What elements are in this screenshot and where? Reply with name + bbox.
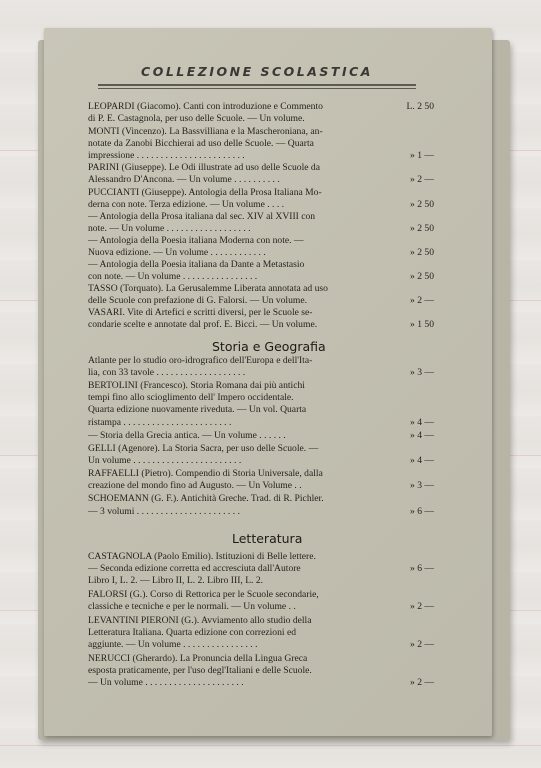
catalog-line-text: PARINI (Giuseppe). Le Odi illustrate ad uso delle Scuole da: [88, 162, 320, 173]
catalog-line: [88, 187, 434, 198]
catalog-line-text: classiche e tecniche e per le normali. — Un volume . .: [88, 601, 296, 612]
catalog-line: [88, 174, 434, 185]
catalog-line: [88, 443, 434, 454]
catalog-line: [88, 283, 434, 294]
catalog-line: [88, 295, 434, 306]
catalog-line-text: impressione . . . . . . . . . . . . . . . . . . . . . . .: [88, 150, 245, 161]
catalog-line-price: » 3 —: [410, 480, 434, 491]
catalog-line: [88, 199, 434, 210]
catalog-line: [88, 162, 434, 173]
catalog-line: [88, 551, 434, 562]
catalog-line-text: esposta praticamente, per l'uso degl'Italiani e delle Scuole.: [88, 665, 312, 676]
catalog-line-text: RAFFAELLI (Pietro). Compendio di Storia Universale, dalla: [88, 468, 323, 479]
catalog-line-price: » 1 —: [410, 150, 434, 161]
catalog-line-text: TASSO (Torquato). La Gerusalemme Liberata annotata ad uso: [88, 283, 328, 294]
catalog-line-text: GELLI (Agenore). La Storia Sacra, per uso delle Scuole. —: [88, 443, 319, 454]
header-rule: [98, 84, 416, 86]
catalog-line: [88, 639, 434, 650]
catalog-line: [88, 150, 434, 161]
catalog-line: [88, 138, 434, 149]
catalog-line-text: LEOPARDI (Giacomo). Canti con introduzione e Commento: [88, 101, 323, 112]
catalog-line-text: VASARI. Vite di Artefici e scritti diversi, per le Scuole se-: [88, 307, 313, 318]
catalog-line: [88, 430, 434, 441]
catalog-line-text: Nuova edizione. — Un volume . . . . . . . . . . . .: [88, 247, 266, 258]
catalog-line-text: — 3 volumi . . . . . . . . . . . . . . . . . . . . . .: [88, 506, 240, 517]
catalog-line-text: MONTI (Vincenzo). La Bassvilliana e la Mascheroniana, an-: [88, 126, 323, 137]
catalog-line: [88, 247, 434, 258]
catalog-line-price: L. 2 50: [406, 101, 434, 112]
catalog-line: [88, 627, 434, 638]
catalog-line: [88, 665, 434, 676]
series-title: COLLEZIONE SCOLASTICA: [141, 64, 373, 79]
catalog-line-text: — Storia della Grecia antica. — Un volume . . . . . .: [88, 430, 286, 441]
catalog-line-text: con note. — Un volume . . . . . . . . . . . . . . . .: [88, 271, 258, 282]
catalog-line-text: BERTOLINI (Francesco). Storia Romana dai più antichi: [88, 380, 305, 391]
catalog-line-price: » 2 50: [410, 223, 434, 234]
catalog-line-price: » 6 —: [410, 563, 434, 574]
catalog-line-text: creazione del mondo fino ad Augusto. — Un Volume . .: [88, 480, 302, 491]
catalog-line-price: » 1 50: [410, 319, 434, 330]
catalog-line: [88, 355, 434, 366]
catalog-line-text: derna con note. Terza edizione. — Un volume . . . .: [88, 199, 285, 210]
catalog-line-price: » 4 —: [410, 430, 434, 441]
catalog-line-price: » 4 —: [410, 417, 434, 428]
catalog-line: [88, 601, 434, 612]
catalog-line: [88, 211, 434, 222]
catalog-line-text: NERUCCI (Gherardo). La Pronuncia della Lingua Greca: [88, 653, 308, 664]
catalog-line-price: » 2 50: [410, 199, 434, 210]
catalog-line-text: — Antologia della Poesia italiana da Dante a Metastasio: [88, 259, 305, 270]
catalog-line-text: — Un volume . . . . . . . . . . . . . . . . . . . . .: [88, 677, 244, 688]
catalog-line-price: » 2 —: [410, 639, 434, 650]
catalog-line-text: Alessandro D'Ancona. — Un volume . . . . . . . . . .: [88, 174, 280, 185]
catalog-line: [88, 615, 434, 626]
catalog-line-text: — Antologia della Prosa italiana dal sec. XIV al XVIII con: [88, 211, 316, 222]
header-rule-thin: [98, 88, 416, 89]
catalog-line-text: Libro I, L. 2. — Libro II, L. 2. Libro III, L. 2.: [88, 575, 264, 586]
catalog-line: [88, 235, 434, 246]
catalog-line-text: CASTAGNOLA (Paolo Emilio). Istituzioni di Belle lettere.: [88, 551, 316, 562]
catalog-line-text: Quarta edizione nuovamente riveduta. — Un vol. Quarta: [88, 404, 307, 415]
catalog-line-text: LEVANTINI PIERONI (G.). Avviamento allo studio della: [88, 615, 312, 626]
catalog-line: [88, 392, 434, 403]
catalog-line-text: — Seconda edizione corretta ed accresciuta dall'Autore: [88, 563, 301, 574]
catalog-line: [88, 367, 434, 378]
catalog-line: [88, 417, 434, 428]
catalog-line: [88, 101, 434, 112]
catalog-line: [88, 380, 434, 391]
catalog-line-text: Un volume . . . . . . . . . . . . . . . . . . . . . . .: [88, 455, 242, 466]
catalog-line-price: » 3 —: [410, 367, 434, 378]
catalog-line-text: aggiunte. — Un volume . . . . . . . . . . . . . . . .: [88, 639, 258, 650]
catalog-line-text: note. — Un volume . . . . . . . . . . . . . . . . . .: [88, 223, 251, 234]
catalog-line-price: » 2 —: [410, 174, 434, 185]
catalog-line-text: condarie scelte e annotate dal prof. E. Bicci. — Un volume.: [88, 319, 318, 330]
catalog-line-text: PUCCIANTI (Giuseppe). Antologia della Prosa Italiana Mo-: [88, 187, 322, 198]
catalog-line-text: ristampa . . . . . . . . . . . . . . . . . . . . . . .: [88, 417, 232, 428]
catalog-line-price: » 2 —: [410, 677, 434, 688]
catalog-line: [88, 223, 434, 234]
catalog-line-price: » 2 50: [410, 271, 434, 282]
catalog-line-text: FALORSI (G.). Corso di Rettorica per le Scuole secondarie,: [88, 589, 319, 600]
catalog-line: [88, 506, 434, 517]
catalog-line: [88, 589, 434, 600]
catalog-line-price: » 2 —: [410, 601, 434, 612]
catalog-line: [88, 307, 434, 318]
catalog-line: [88, 271, 434, 282]
catalog-line-text: delle Scuole con prefazione di G. Falorsi. — Un volume.: [88, 295, 308, 306]
catalog-line: [88, 126, 434, 137]
catalog-line-price: » 2 —: [410, 295, 434, 306]
catalog-line: [88, 455, 434, 466]
section-title-storia: Storia e Geografia: [212, 339, 326, 354]
catalog-line-text: Atlante per lo studio oro-idrografico dell'Europa e dell'Ita-: [88, 355, 313, 366]
catalog-line: [88, 493, 434, 504]
catalog-line: [88, 563, 434, 574]
catalog-line-text: — Antologia della Poesia italiana Moderna con note. —: [88, 235, 304, 246]
catalog-line-text: notate da Zanobi Bicchierai ad uso delle Scuole. — Quarta: [88, 138, 314, 149]
section-title-letteratura: Letteratura: [232, 531, 303, 546]
catalog-line: [88, 677, 434, 688]
catalog-line-text: Letteratura Italiana. Quarta edizione con correzioni ed: [88, 627, 297, 638]
catalog-line: [88, 113, 434, 124]
catalog-line: [88, 319, 434, 330]
catalog-line: [88, 575, 434, 586]
catalog-line-text: SCHOEMANN (G. F.). Antichità Greche. Trad. di R. Pichler.: [88, 493, 324, 504]
catalog-line: [88, 468, 434, 479]
catalog-line-price: » 4 —: [410, 455, 434, 466]
catalog-line: [88, 259, 434, 270]
catalog-line-text: di P. E. Castagnola, per uso delle Scuole. — Un volume.: [88, 113, 305, 124]
catalog-line: [88, 653, 434, 664]
catalog-line-price: » 6 —: [410, 506, 434, 517]
catalog-line-price: » 2 50: [410, 247, 434, 258]
catalog-line: [88, 404, 434, 415]
catalog-line-text: tempi fino allo scioglimento dell' Impero occidentale.: [88, 392, 294, 403]
catalog-line: [88, 480, 434, 491]
catalog-line-text: lia, con 33 tavole . . . . . . . . . . . . . . . . . . .: [88, 367, 246, 378]
